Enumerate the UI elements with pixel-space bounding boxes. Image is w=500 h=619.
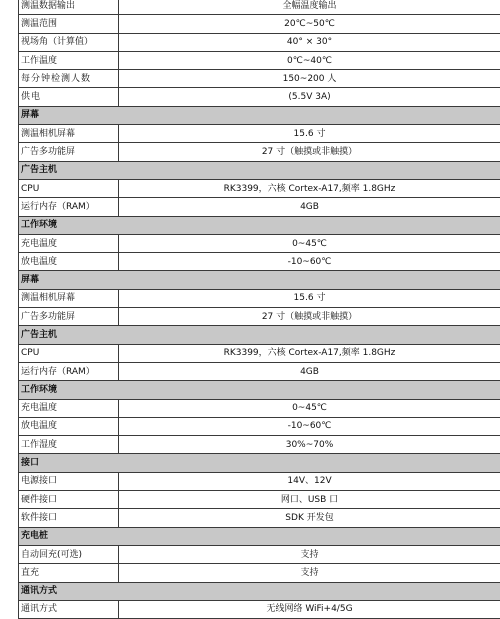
spec-row	[19, 253, 500, 271]
spec-row	[19, 198, 500, 216]
spec-value: 15.6 寸	[119, 289, 500, 307]
spec-label: 软件接口	[19, 509, 119, 527]
spec-label: 工作湿度	[19, 436, 119, 454]
spec-value: 27 寸（触摸或非触摸）	[119, 143, 500, 161]
spec-row	[19, 600, 500, 618]
spec-label: 运行内存（RAM）	[19, 362, 119, 380]
spec-label: 放电温度	[19, 253, 119, 271]
section-header-row	[19, 381, 500, 399]
spec-value: 无线网络 WiFi+4/5G	[119, 600, 500, 618]
spec-label: 视场角（计算值）	[19, 33, 119, 51]
spec-value: 4GB	[119, 362, 500, 380]
spec-value: 0~45℃	[119, 399, 500, 417]
spec-row	[19, 564, 500, 582]
spec-value: 网口、USB 口	[119, 491, 500, 509]
spec-value: 15.6 寸	[119, 125, 500, 143]
spec-value: 全幅温度输出	[119, 0, 500, 15]
spec-label: 硬件接口	[19, 491, 119, 509]
spec-value: 30%~70%	[119, 436, 500, 454]
spec-label: 每分钟检测人数	[19, 70, 119, 88]
section-header-row	[19, 216, 500, 234]
spec-row	[19, 179, 500, 197]
spec-label: 充电温度	[19, 399, 119, 417]
spec-label: 测温相机屏幕	[19, 289, 119, 307]
spec-value: -10~60℃	[119, 253, 500, 271]
spec-value: 27 寸（触摸或非触摸）	[119, 308, 500, 326]
spec-label: 电源接口	[19, 472, 119, 490]
spec-label: 测温数据输出	[19, 0, 119, 15]
spec-row	[19, 417, 500, 435]
spec-label: 充电温度	[19, 234, 119, 252]
spec-row	[19, 0, 500, 15]
section-header: 广告主机	[19, 326, 500, 344]
spec-label: 通讯方式	[19, 600, 119, 618]
section-header: 充电桩	[19, 527, 500, 545]
spec-value: 0℃~40℃	[119, 51, 500, 69]
spec-row	[19, 51, 500, 69]
section-header-row	[19, 106, 500, 124]
spec-row	[19, 472, 500, 490]
spec-table	[18, 0, 500, 619]
spec-value: 40° × 30°	[119, 33, 500, 51]
spec-value: SDK 开发包	[119, 509, 500, 527]
section-header: 通讯方式	[19, 582, 500, 600]
spec-value: 20℃~50℃	[119, 15, 500, 33]
spec-row	[19, 308, 500, 326]
section-header-row	[19, 271, 500, 289]
section-header-row	[19, 582, 500, 600]
spec-table-body	[19, 0, 500, 619]
spec-row	[19, 289, 500, 307]
spec-row	[19, 344, 500, 362]
spec-value: RK3399，六核 Cortex-A17,频率 1.8GHz	[119, 179, 500, 197]
spec-value: 0~45℃	[119, 234, 500, 252]
spec-row	[19, 70, 500, 88]
spec-row	[19, 399, 500, 417]
section-header: 工作环境	[19, 381, 500, 399]
spec-value: RK3399，六核 Cortex-A17,频率 1.8GHz	[119, 344, 500, 362]
spec-label: 测温相机屏幕	[19, 125, 119, 143]
section-header-row	[19, 527, 500, 545]
spec-value: 支持	[119, 564, 500, 582]
spec-row	[19, 143, 500, 161]
spec-label: 放电温度	[19, 417, 119, 435]
spec-row	[19, 125, 500, 143]
section-header: 工作环境	[19, 216, 500, 234]
section-header-row	[19, 326, 500, 344]
spec-label: CPU	[19, 179, 119, 197]
spec-label: 供电	[19, 88, 119, 106]
spec-label: 测温范围	[19, 15, 119, 33]
spec-value: 4GB	[119, 198, 500, 216]
spec-row	[19, 362, 500, 380]
spec-row	[19, 509, 500, 527]
section-header: 广告主机	[19, 161, 500, 179]
spec-label: 工作温度	[19, 51, 119, 69]
spec-row	[19, 436, 500, 454]
spec-value: (5.5V 3A)	[119, 88, 500, 106]
spec-value: 支持	[119, 545, 500, 563]
spec-row	[19, 491, 500, 509]
section-header: 屏幕	[19, 271, 500, 289]
spec-row	[19, 234, 500, 252]
spec-row	[19, 15, 500, 33]
spec-label: 运行内存（RAM）	[19, 198, 119, 216]
spec-row	[19, 88, 500, 106]
section-header: 屏幕	[19, 106, 500, 124]
section-header-row	[19, 161, 500, 179]
spec-row	[19, 545, 500, 563]
spec-label: CPU	[19, 344, 119, 362]
section-header: 接口	[19, 454, 500, 472]
spec-value: 14V、12V	[119, 472, 500, 490]
spec-value: -10~60℃	[119, 417, 500, 435]
spec-label: 自动回充(可选)	[19, 545, 119, 563]
spec-row	[19, 33, 500, 51]
spec-value: 150~200 人	[119, 70, 500, 88]
spec-label: 广告多功能屏	[19, 308, 119, 326]
spec-label: 直充	[19, 564, 119, 582]
section-header-row	[19, 454, 500, 472]
spec-label: 广告多功能屏	[19, 143, 119, 161]
